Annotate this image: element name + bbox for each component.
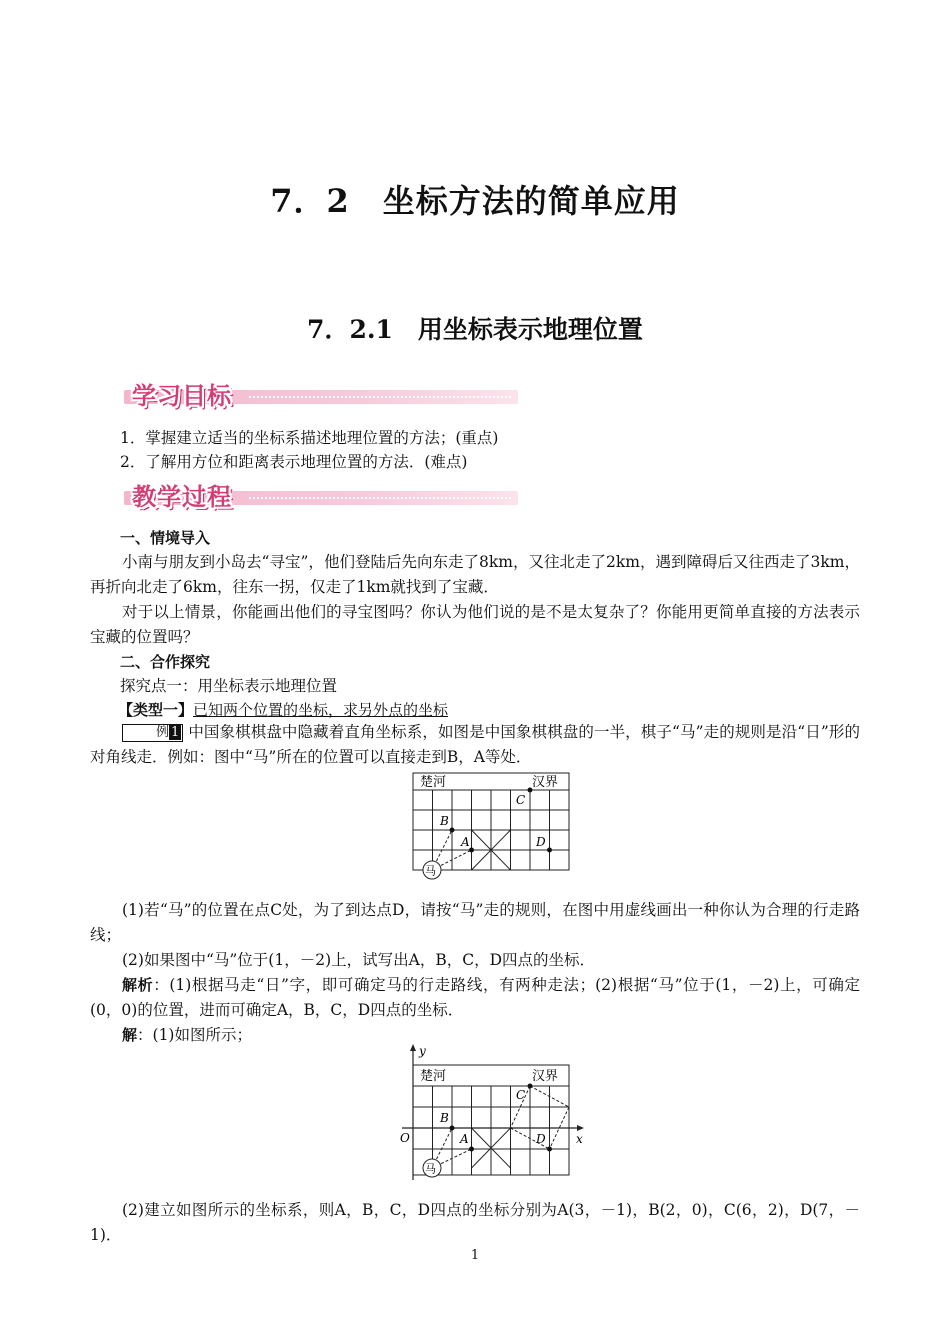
origin-label: O [400,1131,410,1145]
point-label-b: B [440,814,449,828]
section-heading: 二、合作探究 [120,653,211,671]
solution-label: 解 [122,1026,138,1044]
type-label: 【类型一】 [118,701,194,719]
chess-board-figure-2 [396,1042,588,1182]
example-text: 中国象棋棋盘中隐藏着直角坐标系，如图是中国象棋棋盘的一半，棋子“马”走的规则是沿“日”形的对角线走．例如：图中“马”所在的位置可以直接走到B，A等处． [90,723,860,766]
type-title: 已知两个位置的坐标，求另外点的坐标 [193,701,449,719]
point-label-d: D [536,835,546,849]
point-label-c: C [516,1088,526,1102]
example-badge: 例 1 [122,724,183,742]
page-title: 7．2 坐标方法的简单应用 [270,182,680,220]
analysis-text: ：(1)根据马走“日”字，即可确定马的行走路线，有两种走法；(2)根据“马”位于(1，－2)上，可确定(0，0)的位置，进而可确定A，B，C，D四点的坐标． [90,976,860,1019]
answer-2: (2)建立如图所示的坐标系，则A，B，C，D四点的坐标分别为A(3，－1)，B(2，0)，C(6，2)，D(7，－1)． [90,1201,860,1244]
page-number: 1 [470,1248,480,1263]
paragraph: 小南与朋友到小岛去“寻宝”，他们登陆后先向东走了8km，又往北走了2km，遇到障碍后又往西走了3km，再折向北走了6km，往东一拐，仅走了1km就找到了宝藏． [90,553,860,596]
river-right-label: 汉界 [532,775,559,790]
analysis-paragraph [90,973,860,1023]
question-2: (2)如果图中“马”位于(1，－2)上，试写出A，B，C，D四点的坐标． [122,951,595,969]
river-left-label: 楚河 [420,1069,447,1084]
question-1: (1)若“马”的位置在点C处，为了到达点D，请按“马”走的规则，在图中用虚线画出一种你认为合理的行走路线； [90,901,860,944]
banner-label: 教学过程 [132,483,232,511]
banner-learning-goals [124,376,518,410]
paragraph: 对于以上情景，你能画出他们的寻宝图吗？你认为他们说的是不是太复杂了？你能用更简单直接的方法表示宝藏的位置吗？ [90,603,860,646]
banner-label: 学习目标 [132,382,232,410]
axis-y-label: y [419,1044,426,1058]
river-right-label: 汉界 [532,1069,559,1084]
explore-point: 探究点一：用坐标表示地理位置 [120,677,338,695]
banner-teaching-process [124,477,518,511]
point-label-d: D [536,1132,546,1146]
solution-text: ：(1)如图所示； [137,1026,252,1044]
chess-board-figure-1 [400,770,580,882]
point-label-a: A [461,835,470,849]
section-title: 7．2.1 用坐标表示地理位置 [307,315,643,344]
point-label-c: C [516,793,526,807]
goal-item: 1．掌握建立适当的坐标系描述地理位置的方法；(重点) [120,429,499,447]
horse-piece: 马 [425,1162,436,1176]
analysis-label: 解析 [122,976,154,994]
type-line [118,699,858,721]
river-left-label: 楚河 [420,775,447,790]
point-label-a: A [460,1132,469,1146]
axis-x-label: x [576,1132,583,1146]
horse-piece: 马 [425,864,436,878]
example-paragraph [90,720,860,770]
section-heading: 一、情境导入 [120,529,211,547]
goal-item: 2．了解用方位和距离表示地理位置的方法．(难点) [120,453,468,471]
point-label-b: B [440,1111,449,1125]
